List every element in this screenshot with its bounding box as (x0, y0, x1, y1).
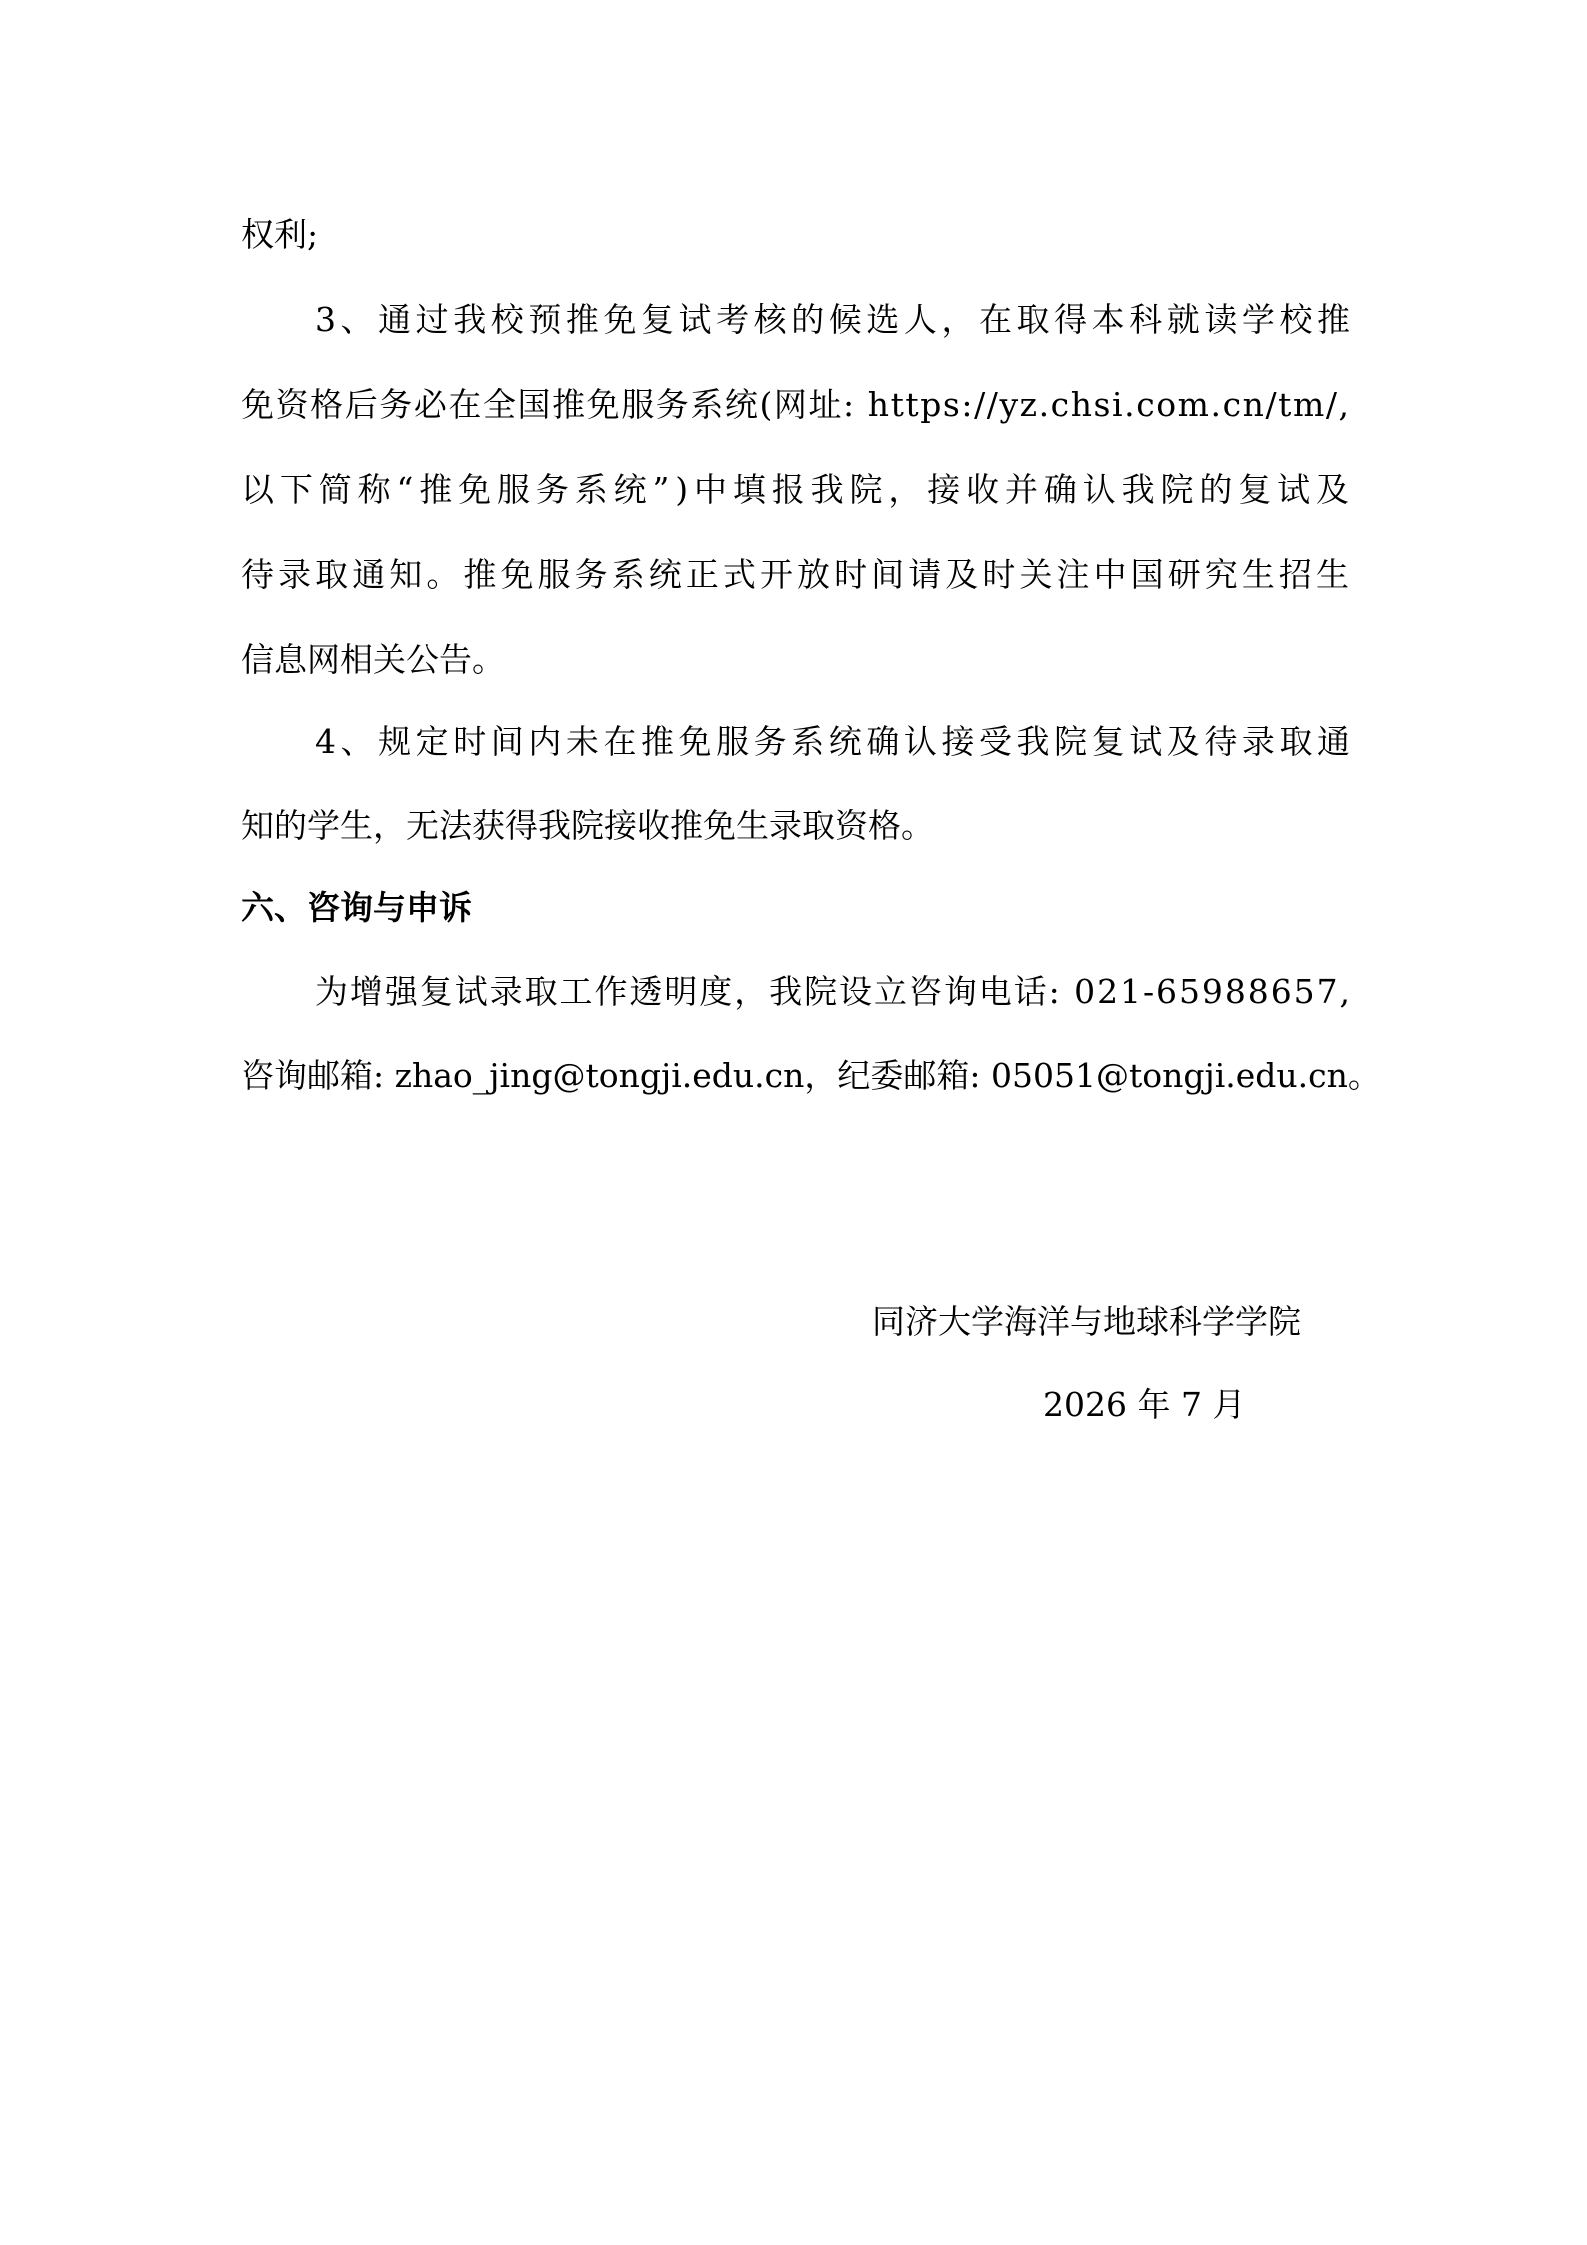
paragraph-line: 4、规定时间内未在推免服务系统确认接受我院复试及待录取通 (315, 722, 1355, 761)
paragraph-line: 信息网相关公告。 (241, 640, 505, 679)
paragraph-line: 以下简称“推免服务系统”)中填报我院，接收并确认我院的复试及 (241, 470, 1355, 509)
paragraph-line: 3、通过我校预推免复试考核的候选人，在取得本科就读学校推 (315, 300, 1355, 339)
section-heading: 六、咨询与申诉 (241, 888, 472, 927)
paragraph-line: 为增强复试录取工作透明度，我院设立咨询电话: 021-65988657, (315, 972, 1352, 1011)
paragraph-line: 权利; (241, 215, 319, 254)
paragraph-line: 咨询邮箱: zhao_jing@tongji.edu.cn，纪委邮箱: 05051@tongji.edu.cn。 (241, 1056, 1381, 1095)
paragraph-line: 免资格后务必在全国推免服务系统(网址: https://yz.chsi.com.cn/tm/, (241, 385, 1351, 424)
paragraph-line: 知的学生，无法获得我院接收推免生录取资格。 (241, 806, 934, 845)
signature-institution: 同济大学海洋与地球科学学院 (872, 1302, 1301, 1341)
paragraph-line: 待录取通知。推免服务系统正式开放时间请及时关注中国研究生招生 (241, 555, 1354, 594)
signature-date: 2026 年 7 月 (1043, 1385, 1246, 1424)
